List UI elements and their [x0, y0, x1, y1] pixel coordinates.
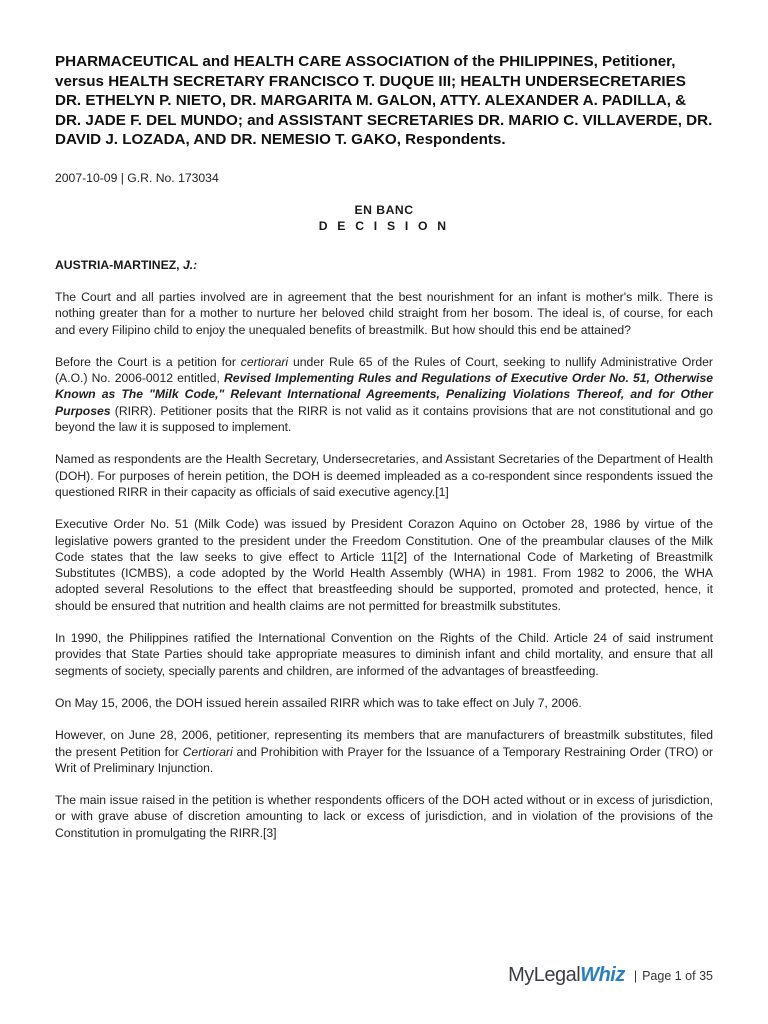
- paragraph-1: The Court and all parties involved are in agreement that the best nourishment for an infant is mother's milk. There is nothing greater than for a mother to nurture her beloved child straight from her bosom. The ideal is, of course, for each and every Filipino child to enjoy the unequaled benefits of breastmilk. But how should this end be attained?: [55, 289, 713, 337]
- case-title: PHARMACEUTICAL and HEALTH CARE ASSOCIATION of the PHILIPPINES, Petitioner, versus HEALTH SECRETARY FRANCISCO T. DUQUE III; HEALTH UNDERSECRETARIES DR. ETHELYN P. NIETO, DR. MARGARITA M. GALON, ATTY. ALEXANDER A. PADILLA, & DR. JADE F. DEL MUNDO; and ASSISTANT SECRETARIES DR. MARIO C. VILLAVERDE, DR. DAVID J. LOZADA, AND DR. NEMESIO T. GAKO, Respondents.: [55, 53, 713, 149]
- paragraph-3: Named as respondents are the Health Secretary, Undersecretaries, and Assistant Secretaries of the Department of Health (DOH). For purposes of herein petition, the DOH is deemed impleaded as a co-respondent since respondents issued the questioned RIRR in their capacity as officials of said executive agency.[1]: [55, 452, 713, 499]
- paragraph-4: Executive Order No. 51 (Milk Code) was issued by President Corazon Aquino on October 28, 1986 by virtue of the legislative powers granted to the president under the Freedom Constitution. One of the preambular clauses of the Milk Code states that the law seeks to give effect to Article 11[2] of the International Code of Marketing of Breastmilk Substitutes (ICMBS), a code adopted by the World Health Assembly (WHA) in 1981. From 1982 to 2006, the WHA adopted several Resolutions to the effect that breastfeeding should be supported, promoted and protected, hence, it should be ensured that nutrition and health claims are not permitted for breastmilk substitutes.: [55, 517, 713, 613]
- case-date-and-number: 2007-10-09 | G.R. No. 173034: [55, 170, 219, 185]
- mylegalwhiz-logo: My Legal Whiz: [508, 964, 625, 986]
- ponente-name: AUSTRIA-MARTINEZ,: [55, 257, 183, 272]
- paragraph-5: In 1990, the Philippines ratified the International Convention on the Rights of the Child. Article 24 of said instrument provides that State Parties should take appropriate measures to diminish infant and child mortality, and ensure that all segments of society, specially parents and children, are informed of the advantages of breastfeeding.: [55, 631, 713, 678]
- footer-separator: |: [633, 968, 638, 983]
- ponente-suffix: J.:: [182, 257, 198, 272]
- decision-label: D E C I S I O N: [318, 219, 450, 234]
- paragraph-7: However, on June 28, 2006, petitioner, representing its members that are manufacturers of breastmilk substitutes, filed the present Petition for Certiorari and Prohibition with Prayer for the Issuance of a Temporary Restraining Order (TRO) or Writ of Preliminary Injunction.: [55, 728, 713, 775]
- page-footer: [508, 964, 713, 987]
- paragraph-2: Before the Court is a petition for certiorari under Rule 65 of the Rules of Court, seeking to nullify Administrative Order (A.O.) No. 2006-0012 entitled, Revised Implementing Rules and Regulations of Executive Order No. 51, Otherwise Known as The "Milk Code," Relevant International Agreements, Penalizing Violations Thereof, and for Other Purposes (RIRR). Petitioner posits that the RIRR is not valid as it contains provisions that are not constitutional and go beyond the law it is supposed to implement.: [55, 354, 714, 435]
- page-number: Page 1 of 35: [642, 968, 713, 983]
- paragraph-8: The main issue raised in the petition is whether respondents officers of the DOH acted without or in excess of jurisdiction, or with grave abuse of discretion amounting to lack or excess of jurisdiction, and in violation of the provisions of the Constitution in promulgating the RIRR.[3]: [55, 793, 713, 840]
- court-division-heading: [55, 202, 713, 235]
- ponente: [55, 257, 713, 273]
- rirr-title: Revised Implementing Rules and Regulations of Executive Order No. 51, Otherwise Known as The "Milk Code," Relevant International Agreements, Penalizing Violations Thereof, and for Other Purposes: [55, 371, 714, 418]
- paragraph-6: On May 15, 2006, the DOH issued herein assailed RIRR which was to take effect on July 7, 2006.: [55, 695, 582, 710]
- document-page: [55, 52, 713, 853]
- en-banc-label: EN BANC: [354, 202, 414, 217]
